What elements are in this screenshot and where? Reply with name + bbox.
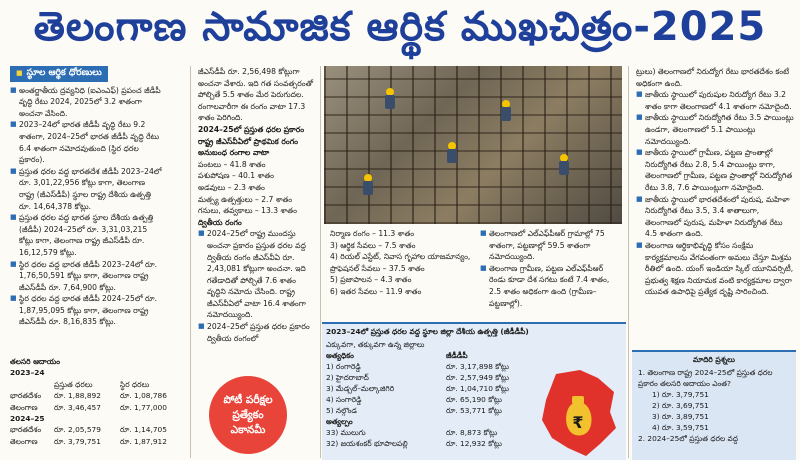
answer-option: 4) రూ. 3,59,751 — [652, 423, 709, 432]
list-item: ■ స్థిర ధరల వద్ద భారత జీడీపీ 2023–24లో రూ. 1,76,50,591 కోట్లు కాగా, తెలంగాణ రాష్ట్ర జీఎస్‌డీపీ రూ. 7,64,900 కోట్లు. — [10, 259, 162, 294]
column-divider — [628, 66, 629, 458]
worker-figure — [560, 154, 568, 162]
macro-trends-column — [10, 66, 162, 350]
list-item: 4) రియల్ ఎస్టేట్, నివాస గృహాల యాజమాన్యం, ప్రొఫెషనల్ సేవలు – 37.5 శాతం — [330, 252, 471, 273]
list-item: ■ 2024–25లో రాష్ట్ర ముందస్తు అంచనా ప్రకారం ప్రస్తుత ధరల వద్ద ద్వితీయ రంగం జీఎస్‌వీఏ రూ. 2,43,081 కోట్లుగా అంచనా. ఇది గతేడాదితో పోల్చితే 7.6 శాతం వృద్ధిని నమోదు చేసింది. రాష్ట్ర జీఎస్‌వీఏలో వాటా 16.4 శాతంగా నమోదయ్యింది. — [198, 228, 316, 321]
box-title: మాదిరి ప్రశ్నలు — [693, 355, 735, 364]
model-questions-box — [632, 350, 796, 460]
table-row: తెలంగాణ రూ. 3,79,751 రూ. 1,87,912 — [10, 436, 167, 446]
badge-line: ప్రత్యేకం — [232, 408, 264, 421]
table-row: 2) హైదరాబాద్ రూ. 2,57,949 కోట్లు — [326, 373, 510, 382]
list-item: ■ స్థిర ధరల వద్ద భారత జీడీపీ 2024–25లో రూ. 1,87,95,095 కోట్లు కాగా, తెలంగాణ రాష్ట్ర జీఎస్‌డీపీ రూ. 8,16,835 కోట్లు. — [10, 293, 162, 328]
list-item: ■ జాతీయ స్థాయిలో భారతదేశంలో పురుష, మహిళా నిరుద్యోగిత రేటు 3.5, 3.4 శాతాలుగా, తెలంగాణలో పురుష, మహిళా నిరుద్యోగిత రేటు 4.5 శాతంగా ఉంది. — [636, 194, 794, 240]
table-row: భారతదేశం రూ. 1,88,892 రూ. 1,08,786 — [10, 391, 167, 401]
list-item: ■ అంతర్జాతీయ ద్రవ్యనిధి (ఐఎంఎఫ్) ప్రపంచ జీడీపీ వృద్ధి రేటు 2024, 2025లో 3.2 శాతంగా అంచనా వేసింది. — [10, 85, 162, 120]
svg-text:₹: ₹ — [572, 413, 584, 432]
list-item: గనులు, తవ్వకాలు – 13.3 శాతం — [198, 206, 297, 216]
construction-photo — [324, 66, 622, 224]
list-item: పశుపోషణ – 40.1 శాతం — [198, 171, 274, 181]
badge-line: పోటీ పరీక్షల — [223, 393, 273, 406]
list-item: ■ తెలంగాణ గ్రామీణ, పట్టణ ఎల్ఎఫ్‌పీఆర్ రెండు కూడా దేశ సగటు కంటే 7.4 శాతం, 2.5 శాతం అధికంగా ఉంది (గ్రామీణ–పట్టణాల్లో). — [480, 263, 622, 309]
badge-line: ఎకానమీ — [230, 423, 266, 436]
list-item: 3) ఆర్థిక సేవలు – 7.5 శాతం — [330, 240, 416, 250]
per-capita-income-table — [10, 356, 182, 447]
list-item: 5) ప్రజాపాలన – 4.3 శాతం — [330, 275, 412, 285]
worker-figure — [386, 88, 394, 96]
list-item: ■ తెలంగాణలో ఎల్ఎఫ్‌పీఆర్ గ్రామాల్లో 75 శాతంగా, పట్టణాల్లో 59.5 శాతంగా నమోదయ్యింది. — [480, 228, 622, 263]
table-row: 1) రంగారెడ్డి రూ. 3,17,898 కోట్లు — [326, 362, 510, 371]
lfpr-list — [480, 228, 622, 309]
subheading: అనుబంధ రంగాల వాటా — [198, 148, 270, 158]
answer-option: 2) రూ. 3,69,751 — [652, 401, 709, 410]
table-row: తెలంగాణ రూ. 3,46,457 రూ. 1,77,000 — [10, 402, 167, 412]
section-heading: ■ స్థూల ఆర్థిక ధోరణులు — [10, 66, 108, 82]
worker-figure — [448, 142, 456, 150]
box-subtitle: ఎక్కువగా, తక్కువగా ఉన్న జిల్లాలు — [326, 340, 425, 349]
list-item: పంటలు – 41.8 శాతం — [198, 159, 266, 169]
question: 1. తెలంగాణ రాష్ట్ర 2024–25లో ప్రస్తుత ధరల ప్రకారం తలసరి ఆదాయం ఎంత? — [638, 368, 773, 388]
page-title-text: తెలంగాణ సామాజిక ఆర్థిక ముఖచిత్రం-2025 — [33, 4, 767, 50]
table-header: అత్యల్పం — [326, 417, 353, 426]
employment-column — [636, 66, 794, 346]
table-row: 3) మేడ్చల్–మల్కాజిగిరి రూ. 1,04,710 కోట్లు — [326, 384, 510, 393]
list-item: నిర్మాణ రంగం – 11.3 శాతం — [330, 229, 415, 238]
column-divider — [190, 66, 191, 458]
table-row: 5) నల్గొండ రూ. 53,771 కోట్లు — [326, 406, 502, 415]
list-item: ■ ప్రస్తుత ధరల వద్ద భారత స్థూల దేశీయ ఉత్పత్తి (జీడీపీ) 2024–25లో రూ. 3,31,03,215 కోట్లు కాగా, తెలంగాణ రాష్ట్ర జీఎస్‌డీపీ రూ. 16,12,579 కోట్లు. — [10, 212, 162, 258]
list-item: ■ 2023–24లో భారత జీడీపీ వృద్ధి రేటు 9.2 శాతంగా, 2024–25లో భారత జీడీపీ వృద్ధి రేటు 6.4 శాతంగా నమోదవుతుంది (స్థిర ధరల ప్రకారం). — [10, 119, 162, 165]
answer-option: 3) రూ. 3,89,751 — [652, 412, 709, 421]
table-row: 4) సంగారెడ్డి రూ. 65,190 కోట్లు — [326, 395, 502, 404]
list-item: ■ 2024–25లో ప్రస్తుత ధరల ప్రకారం ద్వితీయ రంగంలో — [198, 321, 316, 344]
year-label: 2024–25 — [10, 414, 45, 424]
paragraph: ట్రులు) తెలంగాణలో నిరుద్యోగ రేటు భారతదేశం కంటే అధికంగా ఉంది. — [636, 67, 790, 88]
list-item: ■ జాతీయ స్థాయిలో పురుషుల నిరుద్యోగ రేటు 3.2 శాతం కాగా తెలంగాణలో 4.1 శాతంగా నమోదైంది. — [636, 89, 794, 112]
column-divider — [320, 66, 321, 458]
table-header: అత్యధికం జీడీడీపీ — [326, 351, 468, 360]
table-row: భారతదేశం రూ. 2,05,579 రూ. 1,14,705 — [10, 425, 167, 435]
table-row: 33) ములుగు రూ. 8,873 కోట్లు — [326, 428, 498, 437]
list-item: మత్స్య ఉత్పత్తులు – 2.7 శాతం — [198, 194, 293, 204]
services-list — [330, 228, 474, 298]
list-item: ■ జాతీయ స్థాయిలో నిరుద్యోగిత రేటు 3.5 పాయింట్లు ఉండగా, తెలంగాణలో 5.1 పాయింట్లు నమోదయ్యింది. — [636, 112, 794, 147]
list-item: ■ జాతీయ స్థాయిలో గ్రామీణ, పట్టణ ప్రాంతాల్లో నిరుద్యోగిత రేటు 2.8, 5.4 పాయింట్లు కాగా, తెలంగాణలో గ్రామీణ, పట్టణ ప్రాంతాల్లో నిరుద్యోగిత రేటు 3.8, 7.6 పాయింట్లుగా నమోదైంది. — [636, 147, 794, 193]
table-header: ప్రస్తుత ధరలు స్థిర ధరలు — [54, 379, 150, 389]
question: 2. 2024–25లో ప్రస్తుత ధరల వద్ద — [638, 434, 739, 443]
page-title — [0, 0, 800, 64]
subheading: 2024–25లో ప్రస్తుత ధరల ప్రకారం రాష్ట్ర జీఎస్‌వీఏలో ప్రాథమిక రంగం — [198, 124, 305, 146]
telangana-map-icon — [538, 368, 618, 458]
table-row: 32) జయశంకర్ భూపాలపల్లి రూ. 12,932 కోట్లు — [326, 439, 502, 448]
year-label: 2023–24 — [10, 368, 45, 378]
list-item: 6) ఇతర సేవలు – 11.9 శాతం — [330, 286, 422, 296]
worker-figure — [364, 174, 372, 182]
list-item: అడవులు – 2.3 శాతం — [198, 182, 265, 192]
list-item: ■ ప్రస్తుత ధరల వద్ద భారతదేశ జీడీపీ 2023–24లో రూ. 3,01,22,956 కోట్లు కాగా, తెలంగాణ రాష్ట్ర (జీఎస్‌డీపీ) స్థూల రాష్ట్ర దేశీయ ఉత్పత్తి రూ. 14,64,378 కోట్లు. — [10, 166, 162, 212]
box-title: 2023–24లో ప్రస్తుత ధరల వద్ద స్థూల జిల్లా దేశీయ ఉత్పత్తి (జీడీడీపీ) — [326, 327, 529, 336]
subheading: ద్వితీయ రంగం — [198, 217, 242, 227]
competitive-exam-badge — [209, 376, 287, 454]
table-title: తలసరి ఆదాయం — [10, 357, 60, 366]
list-item: ■ తెలంగాణ ఆర్థికాభివృద్ధి కోసం సంక్షేమ కార్యక్రమాలను వేగవంతంగా అమలు చేస్తూ మిశ్రమ రీతిలో ఉంది. యంగ్ ఇండియా స్కిల్ యూనివర్సిటీ, ప్రభుత్వ శిక్షణ నియామక వంటి కార్యక్రమాల ద్వారా యువత ఉపాధిపై ప్రత్యేక దృష్టి సారించింది. — [636, 240, 794, 298]
worker-figure — [502, 100, 510, 108]
answer-option: 1) రూ. 3,79,751 — [652, 390, 709, 399]
paragraph: జీఎస్‌డీపీ రూ. 2,56,498 కోట్లుగా అంచనా వేశారు. ఇది గత సంవత్సరంతో పోల్చితే 5.5 శాతం మేర పెరుగుదల. రంగాలవారీగా ఈ రంగం వాటా 17.3 శాతం పెరిగింది. — [198, 67, 313, 123]
